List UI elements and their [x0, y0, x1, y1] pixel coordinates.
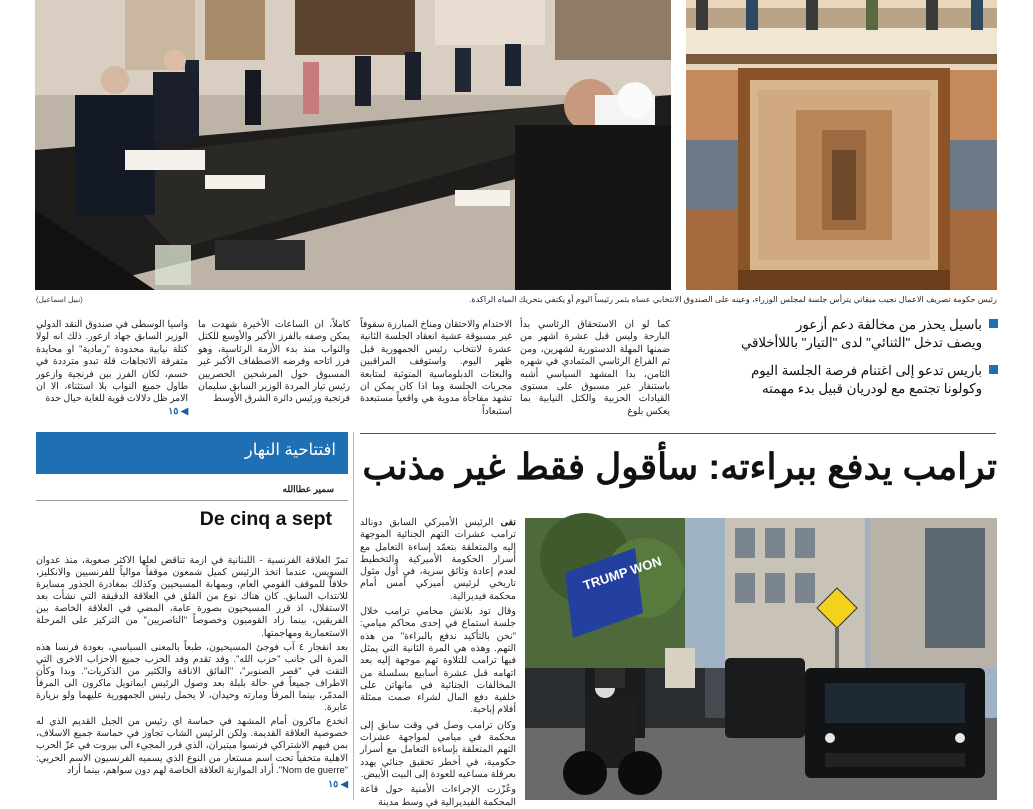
editorial-paragraph: تمرّ العلاقة الفرنسية - اللبنانية في ازمة تناقض لعلها الاكثر صعوبة، منذ عدوان السويس، عندما اتخذ الرئيس كميل شمعون موقفاً موالياً للفرنسيين والانكليز، خلافاً للموقف القومي العام، وبمهابة المسيحيين وكذلك بمغادرة الجذور مسايرة للانتداب السابق. كان هناك نوع من القلق في العلاقة الدقيقة التي نشأت بعد الاستقلال، اذ قرر المسيحيون بصورة عامة، المضي في العلاقة الخاصة بين الفريقين، بينما زاد القوميون وخصوصاً "الناصريين" من التركيز على المرحلة الاستعمارية ومهاجمتها.: [36, 554, 348, 638]
section-divider: [360, 433, 996, 434]
teaser-line: باسيل يحذر من مخالفة دعم أزعور: [795, 317, 982, 332]
column-text: كاملاً، ان الساعات الأخيرة شهدت ما يمكن وصفه بالفرز الأكبر والأوسع للكتل والنواب منذ بدء الأزمة الرئاسية، وهو فرز اتاحه وفرضه الاصطفاف الأكبر غير المسبوق حول المرشحين الحصريين رئيس تيار المردة الوزير السابق سليمان فرنجية ورئيس دائرة الشرق الأوسط: [198, 319, 350, 404]
teaser-line: وكولونا تجتمع مع لودريان قبيل بدء مهمته: [762, 381, 982, 396]
page-ref-link[interactable]: ◀ ١٥: [328, 777, 348, 789]
article-paragraph: وقال تود بلانش محامي ترامب خلال جلسة استماع في إحدى محاكم ميامي: "نحن بالتأكيد ندفع بالبراءة" من هذه التهم. وهذه هي المرة الثانية التي يمثل فيها ترامب للتلاوة تهم موجهة إليه بعد اتهامه قبل عشرة أسابيع بسلسلة من المخالفات الجنائية في مانهاتن على خلفية دفع المال لشراء صمت ممثلة أفلام إباحية.: [360, 606, 516, 716]
page-ref-number: ١٥: [328, 777, 339, 789]
byline-divider: [36, 500, 348, 501]
editorial-title: De cinq a sept: [199, 508, 332, 530]
parliament-chamber-photo: [686, 0, 997, 290]
page-ref-number: ١٥: [168, 405, 179, 416]
author-byline: سمير عطاالله: [282, 484, 334, 494]
article-text: الرئيس الأميركي السابق دونالد ترامب عشرات التهم الجنائية الموجهة إليه والمتعلقة بتعمّد إساءة التعامل مع أسرار الحكومة الأميركية والتخطيط لعدم إعادة وثائق سرية، في أول مثول تاريخي لرئيس أميركي أمس أمام محكمة فيديرالية.: [360, 517, 516, 602]
article-headline: ترامب يدفع ببراءته: سأقول فقط غير مذنب: [362, 446, 997, 487]
editorial-header-bar: [36, 432, 348, 474]
front-column-4: [36, 318, 188, 414]
teaser-line: ويصف تدخل "الثنائي" لدى "التيار" باللاأخلاقي: [740, 335, 982, 350]
article-paragraph: [360, 517, 516, 603]
flag-text: TRUMP WON: [581, 553, 664, 593]
editorial-paragraph: انخدع ماكرون أمام المشهد في حماسة اي رئيس من الجيل القديم الذي له خصوصية العلاقة القديمة. ولكن الرئيس الشاب تجاوز في حماسة جميع الاسلاف، بمن فيهم الاشتراكي فرنسوا ميتيران، الذي قرر المجيء الى بيروت في عزّ الحرب الاهلية متخفياً تحت اسم مستعار من النوع الذي يسميه الفرنسيون الاسم الحربي: "Nom de guerre". أراد الموازنة العلاقة الخاصة لهم دون سواهم، بينما أراد: [36, 715, 348, 775]
motorcade-photo: [525, 518, 997, 800]
column-text: كما لو ان الاستحقاق الرئاسي بدأ البارحة وليس قبل عشرة اشهر من ضمنها المهلة الدستورية لشهرين، ومن ثم الفراغ الرئاسي المتمادي في شهره الثامن، بدا المشهد السياسي أشبه باستنفار غير مسبوق على مستوى القيادات الحزبية والكتل النيابية بما يعكس بلوغ: [520, 319, 670, 416]
column-text: الاحتدام والاحتقان ومناخ المبارزة سقوفاً غير مسبوقة عشية انعقاد الجلسة الثانية عشرة لانتخاب رئيس الجمهورية قبل ظهر اليوم. واستوقف المراقبين والبعثات الدبلوماسية المتوثبة لمتابعة مجريات الجلسة وما اذا كان يمكن ان تشهد مفاجأة مدوية هي واقعياً مستبعدة استبعاداً: [360, 319, 512, 416]
teaser-item[interactable]: [716, 316, 998, 352]
article-column: [360, 517, 516, 808]
teaser-item[interactable]: [716, 362, 998, 398]
article-paragraph: وعُزّزت الإجراءات الأمنية حول قاعة المحكمة الفيديرالية في وسط مدينة: [360, 784, 516, 808]
teasers: [716, 316, 998, 412]
front-column-3: [198, 318, 350, 414]
article-paragraph: وكان ترامب وصل في وقت سابق إلى محكمة في ميامي لمواجهة عشرات التهم المتعلقة بإساءة التعامل مع أسرار حكومية، في أخطر تحقيق جنائي يهدد بعرقلة مساعيه للعودة إلى البيت الأبيض.: [360, 719, 516, 780]
editorial-body: [36, 554, 348, 790]
front-column-1: [520, 318, 670, 414]
front-column-2: [360, 318, 512, 414]
lead-word: نفى: [500, 517, 516, 528]
page-ref-link[interactable]: ◀ ١٥: [168, 405, 188, 416]
editorial-sidebar: [36, 432, 348, 800]
square-bullet-icon: [989, 365, 998, 374]
column-divider: [353, 432, 354, 800]
editorial-header: افتتاحية النهار: [244, 441, 336, 459]
editorial-paragraph: بعد انفجار ٤ آب فوجئ المسيحيون، طبعاً بالمعنى السياسي، بعودة فرنسا هذه المرة الى جانب "حزب الله". وقد تقدم وفد الحزب جميع الاحزاب الاخرى التي التقت في "قصر الصنوبر"، "الفائق الاناقة والكثير من الذكريات". وبدا وكأن الاطراف جميعاً في حالة بلبلة بعد وصول الرئيس ايمانويل ماكرون الى المرفأ المدمّر، بينما المرفأ ومارته وحيدان، لا يحمل رئيس الجمهورية عليهما ولو بزيارة عابرة.: [36, 640, 349, 713]
photo-caption: رئيس حكومة تصريف الاعمال نجيب ميقاتي يترأس جلسة لمجلس الوزراء، وعينه على الصندوق الانتخابي عساه يثمر رئيساً اليوم أو يكتفي بتحريك المياه الراكدة.: [469, 295, 997, 304]
square-bullet-icon: [989, 319, 998, 328]
photo-credit: (نبيل اسماعيل): [36, 295, 83, 304]
column-text: واسيا الوسطى في صندوق النقد الدولي الوزير السابق جهاد ازعور. ذلك انه لولا كتلة نيابية محدودة "رمادية" او محايدة متفرقة الاتجاهات قلة تبدو مترددة في حسم، لكان الفرز بين فرنجية وازعور طاول جميع النواب بلا استثناء، الا ان الامر ظل دلالات قوية للغاية حيال حدة: [36, 319, 188, 404]
cabinet-meeting-photo: [35, 0, 671, 290]
teaser-line: باريس تدعو إلى اغتنام فرصة الجلسة اليوم: [751, 363, 982, 378]
